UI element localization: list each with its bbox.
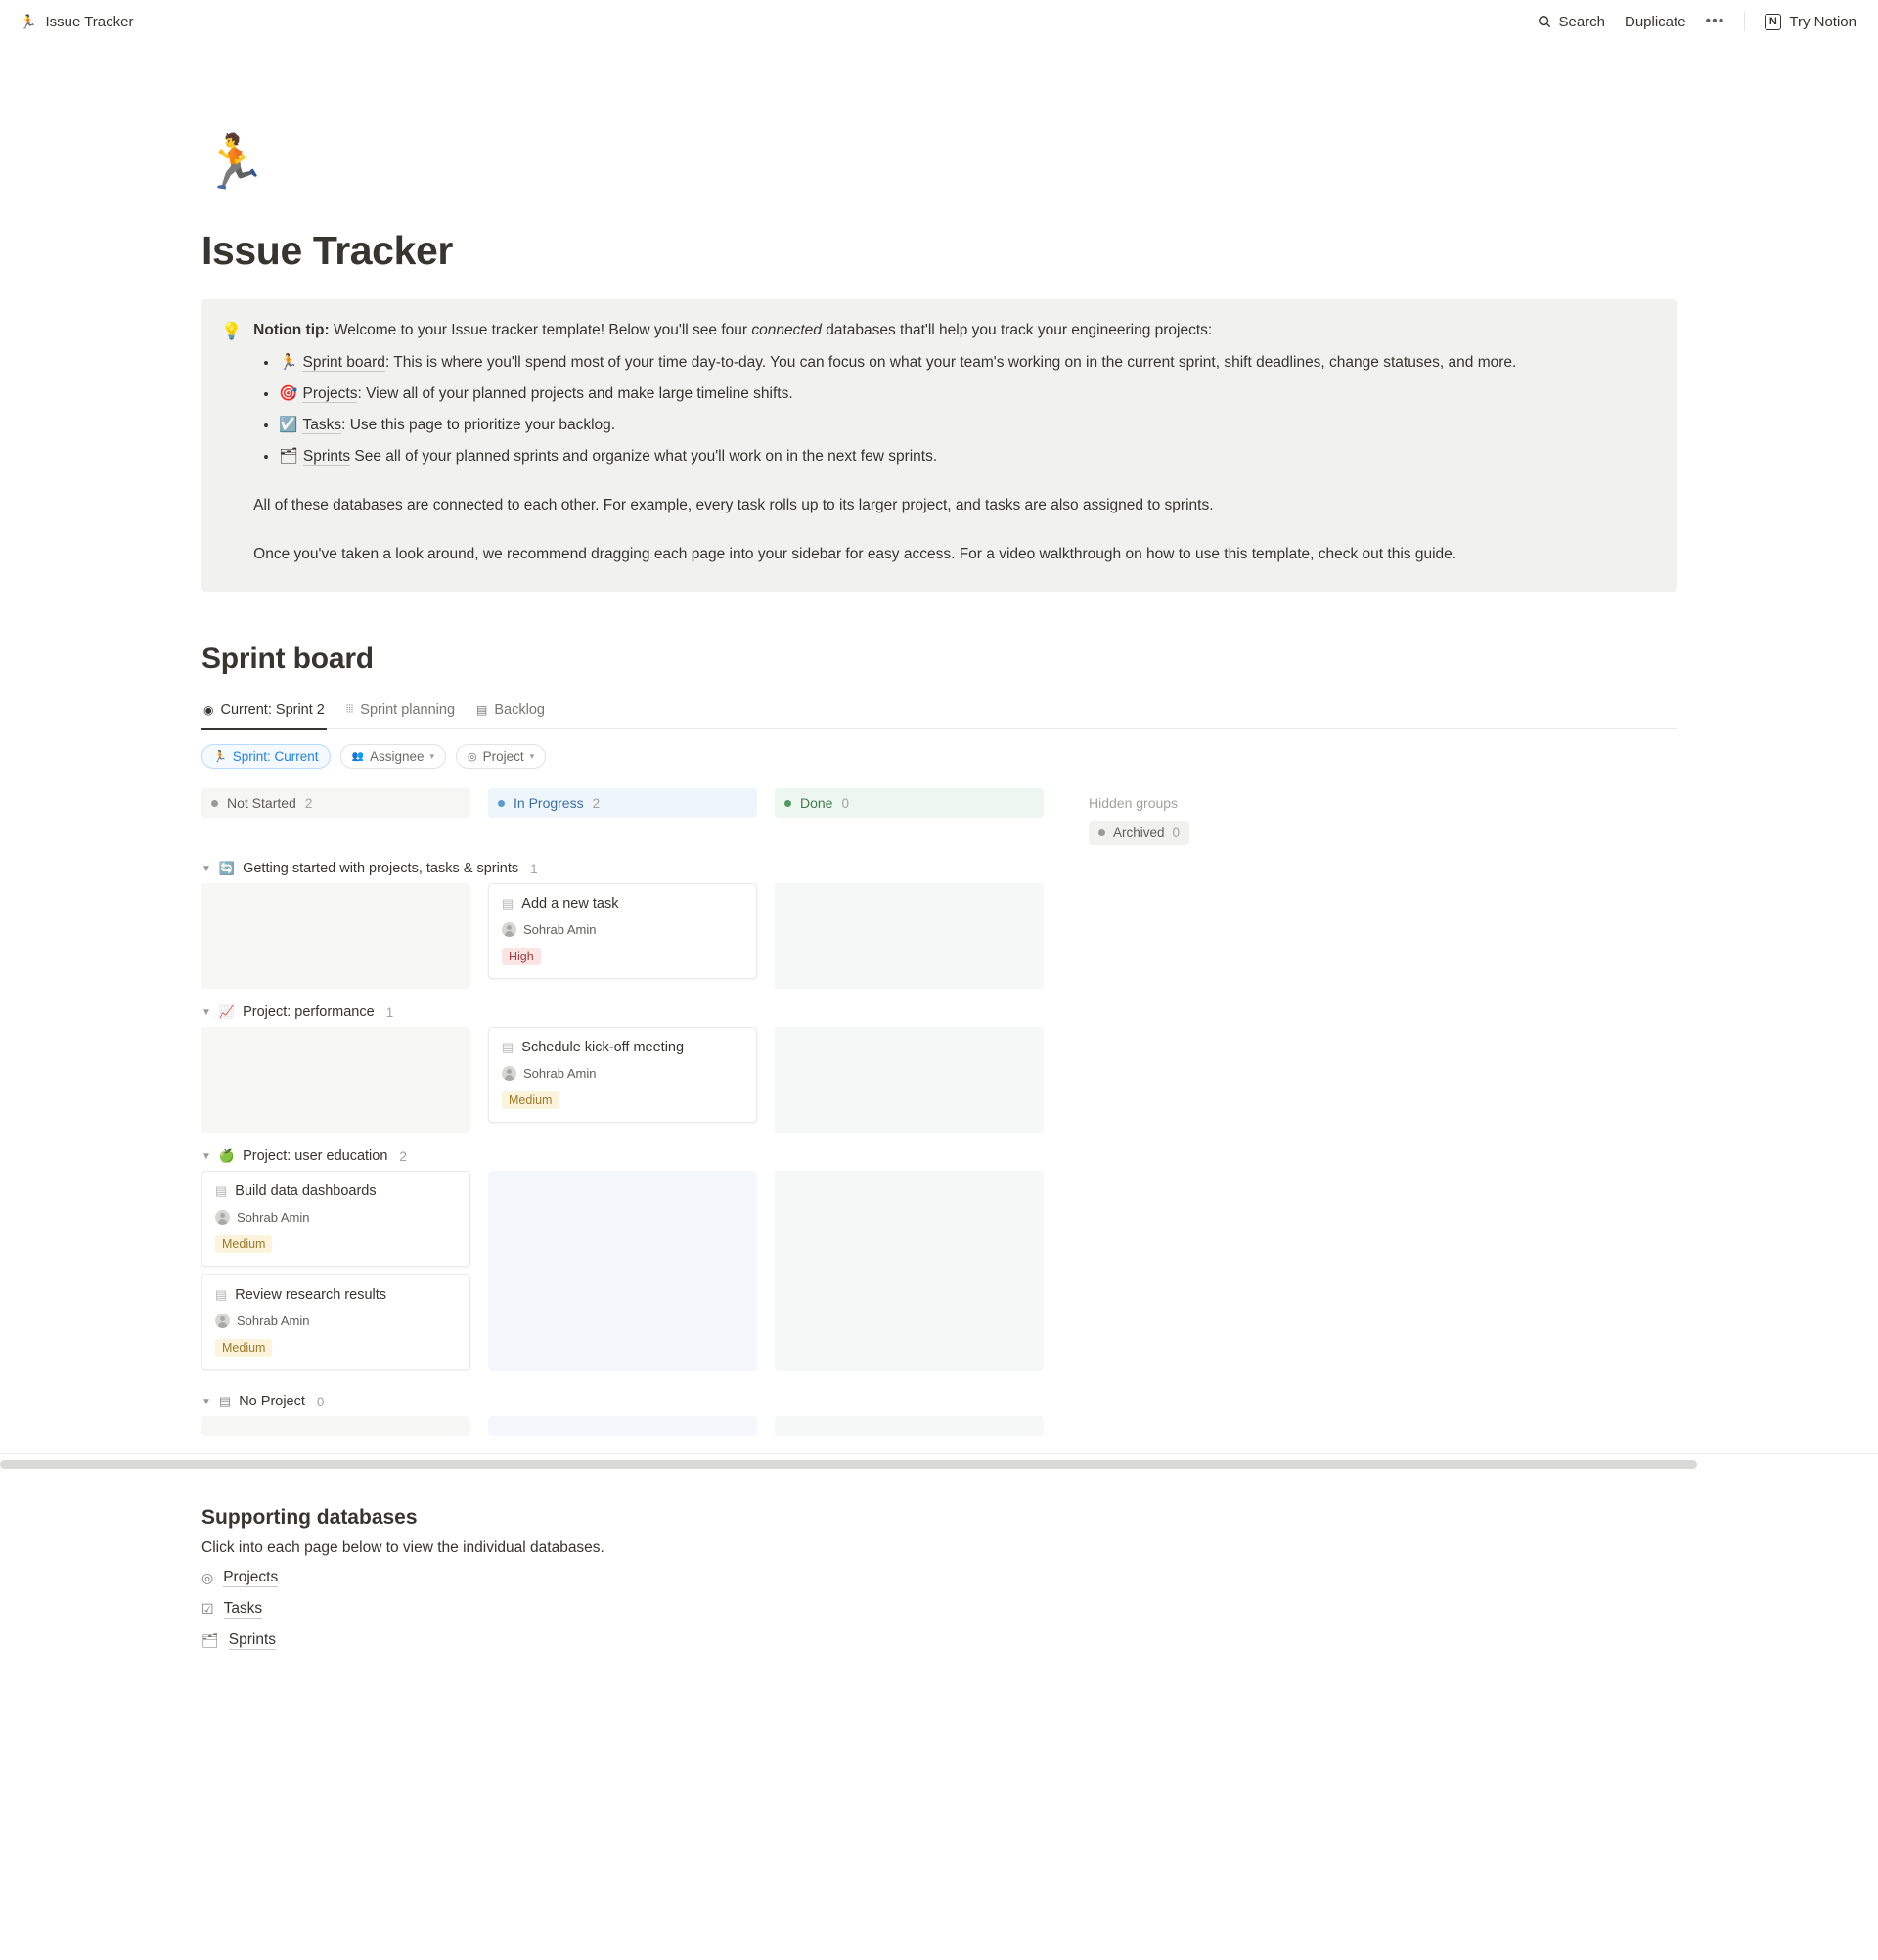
callout-lead-tail: databases that'll help you track your engineering projects: [821, 322, 1213, 338]
group-label: No Project [239, 1394, 305, 1410]
assignee-name: Sohrab Amin [523, 922, 597, 938]
task-title: Add a new task [521, 896, 619, 913]
column-count: 2 [304, 795, 313, 811]
chevron-down-icon: ▾ [429, 751, 435, 762]
priority-badge: Medium [215, 1339, 272, 1357]
sprint-board-title: Sprint board [201, 643, 374, 676]
supporting-databases-title: Supporting databases [201, 1506, 418, 1530]
scrollbar-thumb[interactable] [0, 1460, 1697, 1469]
group-icon: 📈 [218, 1004, 236, 1020]
top-bar [0, 0, 1878, 43]
sprints-link[interactable]: Sprints [302, 448, 351, 466]
group-header[interactable] [201, 1394, 1677, 1409]
projects-icon: 🎯 [279, 385, 298, 403]
db-link-projects[interactable] [201, 1569, 1677, 1587]
task-title: Build data dashboards [235, 1183, 377, 1200]
task-assignee [215, 1210, 457, 1225]
timeline-icon: ⦙⦙⦙ [345, 703, 354, 716]
group-column-done[interactable] [775, 883, 1044, 989]
try-notion-button[interactable] [1765, 14, 1856, 30]
db-link-label: Projects [223, 1569, 279, 1586]
priority-badge: High [502, 948, 541, 965]
collapse-triangle-icon[interactable]: ▼ [201, 1396, 211, 1407]
tab-backlog[interactable] [474, 691, 547, 729]
group-column-in-progress[interactable] [488, 1171, 757, 1371]
group-label: Project: user education [243, 1148, 388, 1165]
callout-lead-rest: Welcome to your Issue tracker template! Below you'll see four [329, 322, 752, 338]
people-icon: 👥 [351, 751, 364, 763]
db-link-tasks[interactable] [201, 1600, 1677, 1619]
group-label: Project: performance [243, 1004, 375, 1021]
page-icon: ▤ [502, 1040, 514, 1055]
group-icon: 🔄 [218, 861, 236, 876]
callout-paragraph-2: Once you've taken a look around, we recommend dragging each page into your sidebar for easy access. For a video walkthrough on how to use this template, check out this guide. [253, 546, 1457, 563]
group-icon: 🍏 [218, 1148, 236, 1164]
task-assignee [215, 1314, 457, 1328]
column-label: In Progress [514, 795, 584, 812]
runner-icon: 🏃 [213, 751, 227, 764]
task-title-row [215, 1183, 457, 1199]
column-header-in-progress[interactable] [488, 788, 757, 818]
page-title: Issue Tracker [201, 228, 453, 273]
group-count: 0 [316, 1394, 325, 1409]
priority-badge: Medium [215, 1235, 272, 1253]
tasks-link[interactable]: Tasks [302, 417, 342, 434]
board-group-getting-started [201, 861, 1677, 989]
priority-badge: Medium [502, 1091, 559, 1109]
hidden-groups-panel [1089, 788, 1189, 845]
search-icon [1538, 15, 1551, 28]
supporting-databases-description: Click into each page below to view the individual databases. [201, 1539, 604, 1557]
duplicate-button[interactable] [1625, 14, 1686, 30]
callout-lead-bold: Notion tip: [253, 322, 330, 338]
filter-bar [201, 744, 1677, 769]
topbar-title: Issue Tracker [45, 13, 134, 30]
filter-label: Project [482, 749, 524, 765]
notion-logo-icon: N [1765, 14, 1781, 30]
task-card[interactable] [201, 1274, 470, 1370]
column-count: 2 [592, 795, 601, 811]
task-assignee [502, 922, 743, 937]
tab-sprint-planning[interactable] [344, 691, 457, 729]
task-title: Review research results [235, 1287, 387, 1304]
chevron-down-icon: ▾ [529, 751, 535, 762]
group-icon: ▤ [218, 1394, 232, 1409]
sprint-board-link[interactable]: Sprint board [302, 354, 385, 372]
tab-current-sprint[interactable] [201, 691, 327, 729]
tasks-icon: ☑️ [279, 417, 298, 434]
column-label: Not Started [227, 795, 296, 812]
group-column-not-started[interactable] [201, 1416, 470, 1436]
status-dot-icon [784, 800, 791, 807]
board-group-project-performance [201, 1004, 1677, 1133]
column-header-not-started[interactable] [201, 788, 470, 818]
archived-label: Archived [1113, 825, 1165, 841]
task-card[interactable] [488, 883, 757, 979]
group-header[interactable] [201, 1148, 1677, 1164]
tab-label: Backlog [494, 701, 545, 718]
target-icon: ◎ [201, 1570, 214, 1586]
callout-list [253, 351, 1653, 468]
search-button[interactable] [1538, 14, 1605, 30]
group-count: 1 [530, 861, 538, 876]
assignee-name: Sohrab Amin [523, 1066, 597, 1082]
list-item [279, 351, 1653, 375]
play-circle-icon: ◉ [203, 702, 214, 717]
scrollbar-track[interactable] [0, 1457, 1878, 1466]
group-column-not-started[interactable] [201, 883, 470, 989]
archived-count: 0 [1172, 825, 1181, 841]
try-notion-label: Try Notion [1789, 13, 1856, 30]
avatar [215, 1314, 230, 1328]
assignee-name: Sohrab Amin [237, 1314, 310, 1329]
db-link-label: Sprints [228, 1631, 277, 1649]
tab-label: Current: Sprint 2 [220, 701, 325, 718]
task-title: Schedule kick-off meeting [521, 1040, 685, 1056]
sprints-desc: See all of your planned sprints and organize what you'll work on in the next few sprints. [350, 448, 938, 466]
column-header-done[interactable] [775, 788, 1044, 818]
search-label: Search [1558, 13, 1605, 30]
callout-paragraph-1: All of these databases are connected to each other. For example, every task rolls up to its larger project, and tasks are also assigned to sprints. [253, 497, 1214, 514]
group-header[interactable] [201, 861, 1677, 876]
sprints-icon: 🗂 [279, 448, 298, 466]
callout-lead-italic: connected [751, 322, 822, 338]
avatar [502, 1066, 516, 1081]
page-icon: 🏃 [201, 133, 268, 192]
filter-assignee[interactable] [340, 744, 447, 769]
collapse-triangle-icon[interactable]: ▼ [201, 863, 211, 874]
tasks-desc: : Use this page to prioritize your backlog. [341, 417, 616, 434]
page-icon: ▤ [215, 1287, 228, 1303]
group-column-not-started[interactable] [201, 1027, 470, 1133]
hidden-groups-label: Hidden groups [1089, 795, 1179, 812]
topbar-breadcrumb[interactable] [20, 14, 133, 30]
hidden-group-archived[interactable] [1089, 821, 1189, 845]
callout-lead [253, 319, 1653, 342]
sprint-board-desc: : This is where you'll spend most of your time day-to-day. You can focus on what your team's working on in the current sprint, shift deadlines, change statuses, and more. [384, 354, 1517, 372]
filter-sprint[interactable] [201, 744, 331, 769]
horizontal-scrollbar[interactable] [0, 1453, 1878, 1465]
filter-label: Assignee [369, 749, 425, 765]
duplicate-label: Duplicate [1625, 13, 1686, 30]
task-title-row [502, 896, 743, 912]
status-dot-icon [1098, 829, 1105, 836]
task-card[interactable] [201, 1171, 470, 1267]
group-column-done[interactable] [775, 1027, 1044, 1133]
table-icon: ▤ [476, 702, 488, 717]
assignee-name: Sohrab Amin [237, 1210, 310, 1225]
more-options-button[interactable] [1706, 13, 1725, 30]
page-icon: ▤ [502, 896, 514, 912]
group-count: 1 [385, 1004, 394, 1020]
avatar [502, 922, 516, 937]
group-column-done[interactable] [775, 1416, 1044, 1436]
db-link-label: Tasks [223, 1600, 263, 1618]
divider [1744, 12, 1745, 31]
lightbulb-icon: 💡 [221, 322, 243, 340]
projects-link[interactable]: Projects [302, 385, 358, 403]
filter-project[interactable] [456, 744, 546, 769]
avatar [215, 1210, 230, 1225]
task-assignee [502, 1066, 743, 1081]
column-label: Done [800, 795, 833, 812]
stack-icon: 🗂 [201, 1632, 219, 1649]
list-item [279, 414, 1653, 437]
list-item [279, 382, 1653, 406]
group-header[interactable] [201, 1004, 1677, 1020]
status-dot-icon [211, 800, 218, 807]
board-group-project-user-education [201, 1148, 1677, 1378]
task-title-row [502, 1040, 743, 1055]
runner-icon: 🏃 [20, 13, 37, 29]
group-column-done[interactable] [775, 1171, 1044, 1371]
checkbox-icon: ☑ [201, 1601, 214, 1618]
projects-desc: : View all of your planned projects and make large timeline shifts. [357, 385, 793, 403]
group-column-in-progress[interactable] [488, 1027, 757, 1133]
group-column-in-progress[interactable] [488, 883, 757, 989]
view-tabs [201, 691, 1677, 729]
more-icon: ••• [1705, 13, 1725, 29]
column-count: 0 [841, 795, 849, 811]
filter-label: Sprint: Current [232, 749, 319, 765]
page-icon: ▤ [215, 1183, 228, 1199]
page-body [0, 133, 1878, 1650]
board-column-headers [201, 788, 1677, 845]
task-title-row [215, 1287, 457, 1303]
tab-label: Sprint planning [360, 701, 456, 718]
task-card[interactable] [488, 1027, 757, 1123]
group-column-in-progress[interactable] [488, 1416, 757, 1436]
group-label: Getting started with projects, tasks & sprints [243, 861, 519, 877]
notion-tip-callout [201, 299, 1677, 592]
group-column-not-started[interactable] [201, 1171, 470, 1378]
collapse-triangle-icon[interactable]: ▼ [201, 1006, 211, 1018]
status-dot-icon [498, 800, 505, 807]
list-item [279, 445, 1653, 468]
board-group-no-project [201, 1394, 1677, 1436]
target-icon: ◎ [468, 751, 477, 764]
collapse-triangle-icon[interactable]: ▼ [201, 1150, 211, 1162]
db-link-sprints[interactable] [201, 1631, 1677, 1650]
sprint-board-icon: 🏃 [279, 354, 298, 372]
group-count: 2 [399, 1148, 407, 1164]
